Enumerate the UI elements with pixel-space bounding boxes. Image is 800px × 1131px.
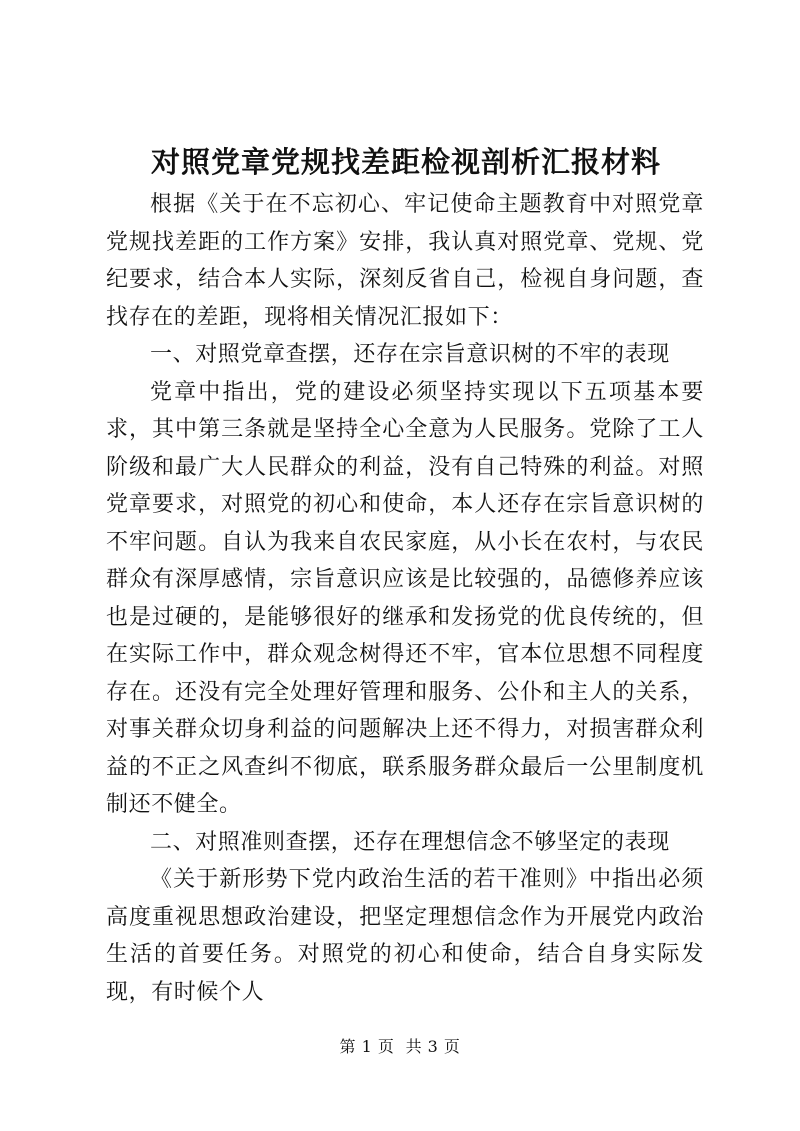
section-heading-1: 一、对照党章查摆，还存在宗旨意识树的不牢的表现 <box>150 342 670 367</box>
page-footer <box>0 1036 800 1058</box>
document-title: 对照党章党规找差距检视剖析汇报材料 <box>150 145 661 179</box>
footer-separator <box>394 1037 405 1056</box>
page-number: 第 1 页 <box>339 1037 395 1056</box>
paragraph-section-1: 党章中指出，党的建设必须坚持实现以下五项基本要求，其中第三条就是坚持全心全意为人民服务。党除了工人阶级和最广大人民群众的利益，没有自己特殊的利益。对照党章要求，对照党的初心和使命，本人还存在宗旨意识树的不牢问题。自认为我来自农民家庭，从小长在农村，与农民群众有深厚感情，宗旨意识应该是比较强的，品德修养应该也是过硬的，是能够很好的继承和发扬党的优良传统的，但在实际工作中，群众观念树得还不牢，官本位思想不同程度存在。还没有完全处理好管理和服务、公仆和主人的关系，对事关群众切身利益的问题解决上还不得力，对损害群众利益的不正之风查纠不彻底，联系服务群众最后一公里制度机制还不健全。 <box>106 379 704 817</box>
paragraph-section-2: 《关于新形势下党内政治生活的若干准则》中指出必须高度重视思想政治建设，把坚定理想信念作为开展党内政治生活的首要任务。对照党的初心和使命，结合自身实际发现，有时候个人 <box>106 867 704 1005</box>
document-body <box>106 186 704 1011</box>
section-heading-2: 二、对照准则查摆，还存在理想信念不够坚定的表现 <box>150 829 670 855</box>
page-total: 共 3 页 <box>405 1037 461 1056</box>
paragraph-intro: 根据《关于在不忘初心、牢记使命主题教育中对照党章党规找差距的工作方案》安排，我认真对照党章、党规、党纪要求，结合本人实际，深刻反省自己，检视自身问题，查找存在的差距，现将相关情况汇报如下： <box>106 192 704 330</box>
